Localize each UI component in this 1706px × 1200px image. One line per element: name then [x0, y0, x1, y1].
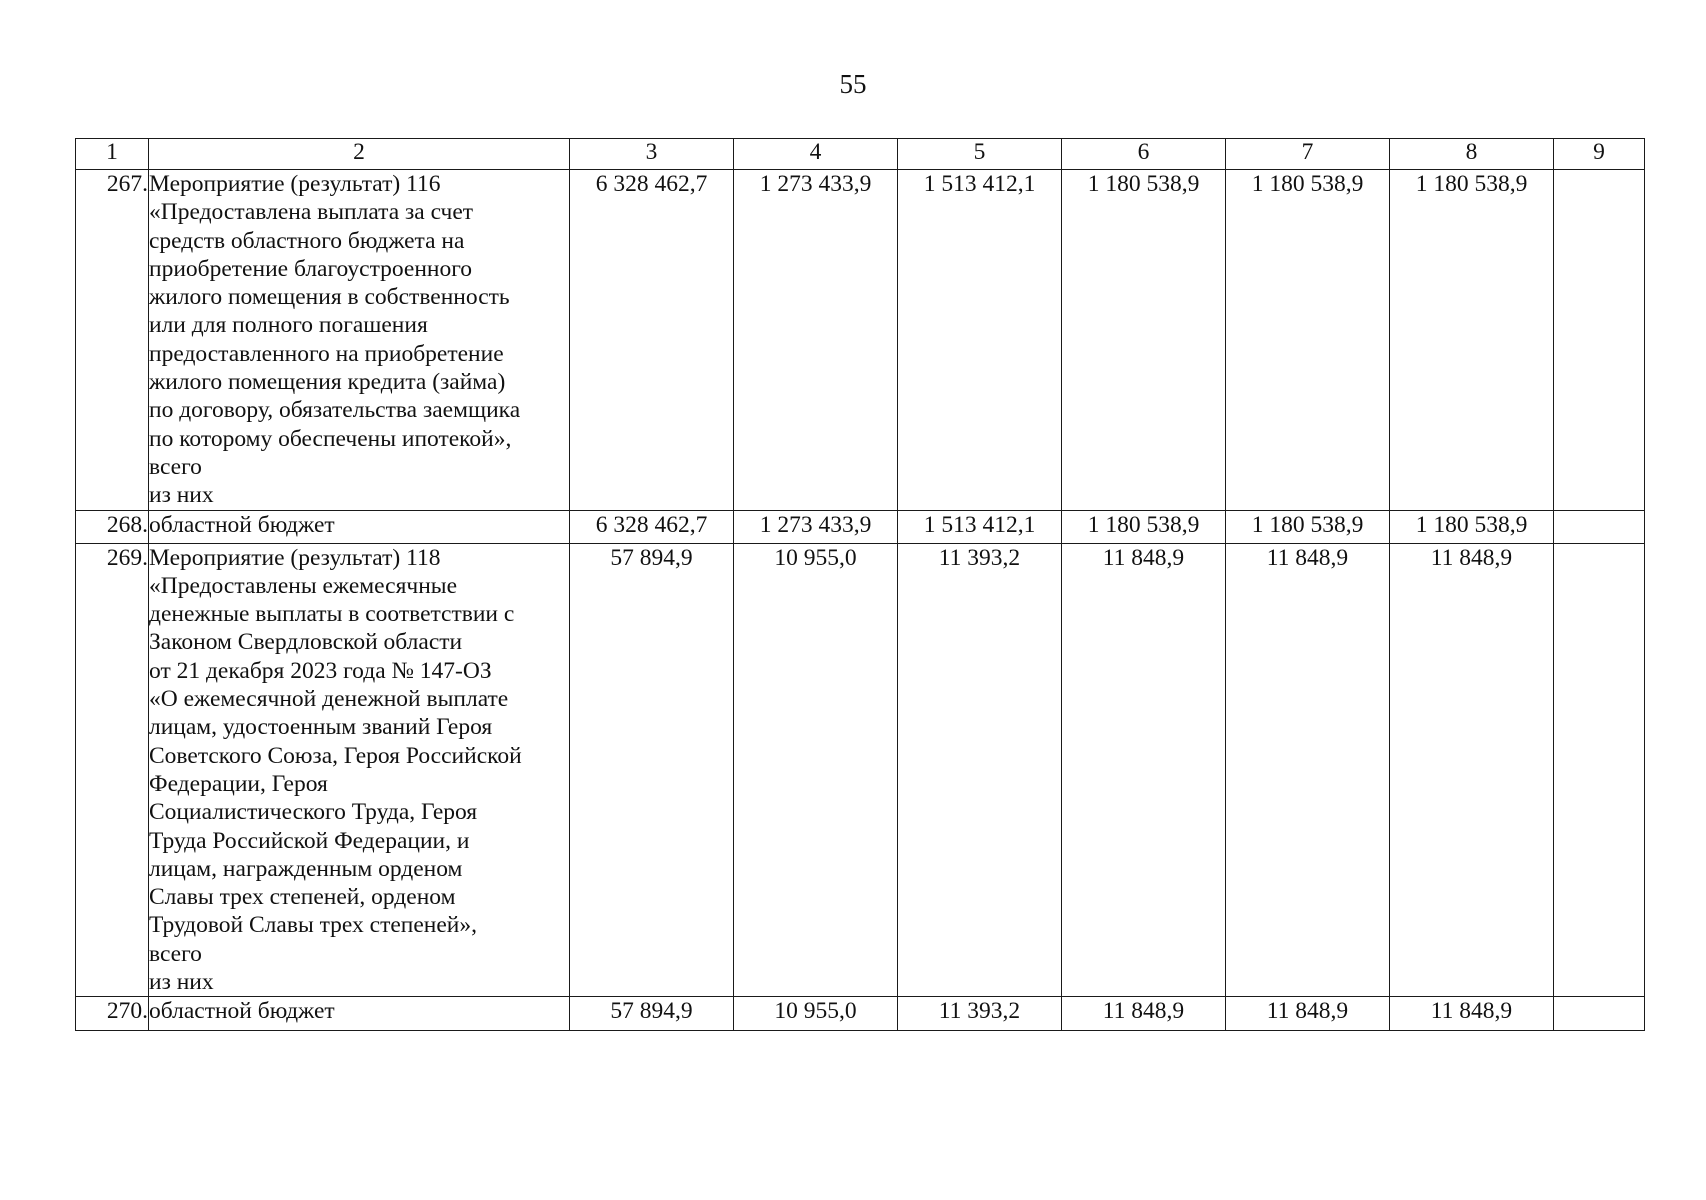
description-line: Советского Союза, Героя Российской	[149, 742, 522, 769]
column-header: 7	[1226, 139, 1390, 170]
description-line: всего	[149, 453, 202, 480]
description-line: по договору, обязательства заемщика	[149, 397, 521, 424]
value-cell-col-4: 1 273 433,9	[734, 170, 898, 511]
row-number: 269.	[76, 543, 149, 997]
description-line: Славы трех степеней, орденом	[149, 884, 456, 911]
column-header: 4	[734, 139, 898, 170]
value-cell-col-3: 57 894,9	[570, 997, 734, 1031]
value-cell-col-3: 57 894,9	[570, 543, 734, 997]
description-line: Мероприятие (результат) 118	[149, 544, 441, 571]
table-row	[76, 543, 1645, 997]
description-line: Трудовой Славы трех степеней»,	[149, 912, 478, 939]
description-line: предоставленного на приобретение	[149, 340, 504, 367]
value-cell-col-8: 1 180 538,9	[1390, 510, 1554, 543]
description-line: лицам, награжденным орденом	[149, 855, 463, 882]
description-line: областной бюджет	[149, 511, 335, 538]
description-line: Труда Российской Федерации, и	[149, 827, 470, 854]
description-line: средств областного бюджета на	[149, 227, 465, 254]
value-cell-col-3: 6 328 462,7	[570, 510, 734, 543]
value-cell-col-4: 10 955,0	[734, 997, 898, 1031]
row-number: 267.	[76, 170, 149, 511]
table-row	[76, 170, 1645, 511]
description-line: Социалистического Труда, Героя	[149, 799, 478, 826]
value-cell-col-5: 1 513 412,1	[898, 510, 1062, 543]
page-number: 55	[839, 69, 867, 99]
row-number: 270.	[76, 997, 149, 1031]
value-cell-col-9	[1554, 997, 1645, 1031]
description-line: «Предоставлена выплата за счет	[149, 199, 474, 226]
value-cell-col-5: 11 393,2	[898, 543, 1062, 997]
column-header: 9	[1554, 139, 1645, 170]
value-cell-col-7: 11 848,9	[1226, 543, 1390, 997]
value-cell-col-8: 11 848,9	[1390, 997, 1554, 1031]
value-cell-col-6: 11 848,9	[1062, 543, 1226, 997]
description-line: из них	[149, 482, 214, 509]
value-cell-col-7: 1 180 538,9	[1226, 170, 1390, 511]
column-header: 2	[149, 139, 570, 170]
column-header: 5	[898, 139, 1062, 170]
value-cell-col-9	[1554, 510, 1645, 543]
row-description	[149, 510, 570, 543]
description-line: или для полного погашения	[149, 312, 428, 339]
column-header: 8	[1390, 139, 1554, 170]
value-cell-col-6: 1 180 538,9	[1062, 170, 1226, 511]
value-cell-col-5: 11 393,2	[898, 997, 1062, 1031]
column-header: 1	[76, 139, 149, 170]
column-header-row	[76, 139, 1645, 170]
description-line: областной бюджет	[149, 998, 335, 1025]
description-line: всего	[149, 940, 202, 967]
column-header: 3	[570, 139, 734, 170]
row-description	[149, 997, 570, 1031]
description-line: из них	[149, 969, 214, 996]
table-row	[76, 997, 1645, 1031]
value-cell-col-6: 1 180 538,9	[1062, 510, 1226, 543]
description-line: «Предоставлены ежемесячные	[149, 572, 458, 599]
value-cell-col-3: 6 328 462,7	[570, 170, 734, 511]
description-line: Законом Свердловской области	[149, 629, 463, 656]
row-number: 268.	[76, 510, 149, 543]
description-line: «О ежемесячной денежной выплате	[149, 686, 509, 713]
description-line: Мероприятие (результат) 116	[149, 171, 441, 197]
row-description	[149, 170, 570, 511]
value-cell-col-9	[1554, 170, 1645, 511]
description-line: жилого помещения кредита (займа)	[149, 369, 506, 396]
column-header: 6	[1062, 139, 1226, 170]
value-cell-col-8: 11 848,9	[1390, 543, 1554, 997]
description-line: Федерации, Героя	[149, 770, 328, 797]
row-description	[149, 543, 570, 997]
value-cell-col-6: 11 848,9	[1062, 997, 1226, 1031]
value-cell-col-8: 1 180 538,9	[1390, 170, 1554, 511]
description-line: денежные выплаты в соответствии с	[149, 601, 515, 628]
value-cell-col-9	[1554, 543, 1645, 997]
description-line: по которому обеспечены ипотекой»,	[149, 425, 512, 452]
value-cell-col-4: 1 273 433,9	[734, 510, 898, 543]
description-line: от 21 декабря 2023 года № 147-ОЗ	[149, 657, 492, 684]
value-cell-col-7: 11 848,9	[1226, 997, 1390, 1031]
table-row	[76, 510, 1645, 543]
value-cell-col-7: 1 180 538,9	[1226, 510, 1390, 543]
budget-table	[75, 138, 1645, 1031]
value-cell-col-5: 1 513 412,1	[898, 170, 1062, 511]
description-line: лицам, удостоенным званий Героя	[149, 714, 493, 741]
description-line: жилого помещения в собственность	[149, 284, 510, 311]
description-line: приобретение благоустроенного	[149, 255, 473, 282]
value-cell-col-4: 10 955,0	[734, 543, 898, 997]
